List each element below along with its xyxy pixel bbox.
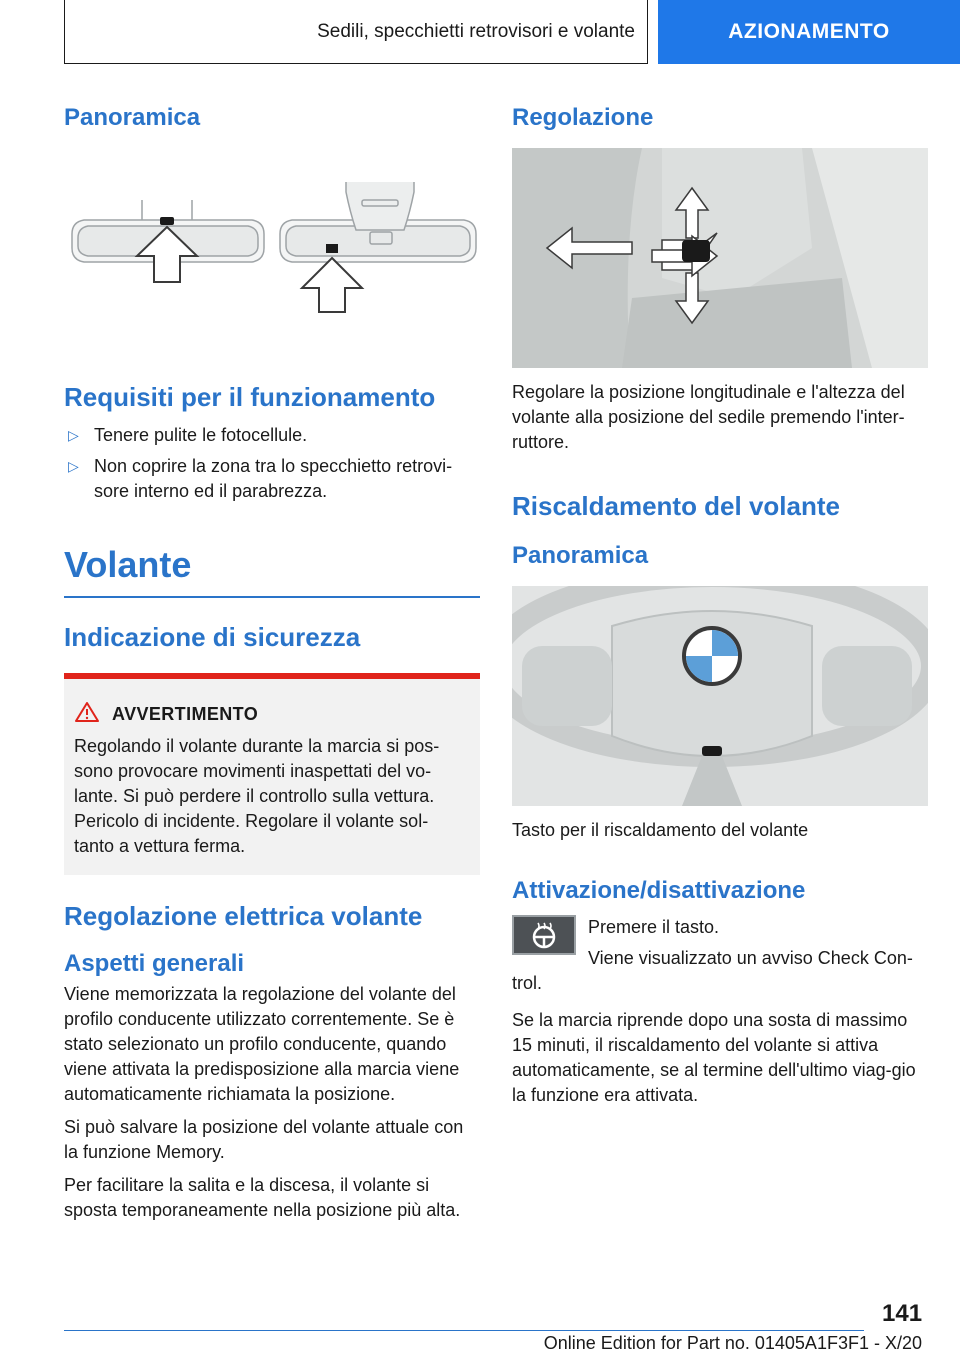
- requirements-list: [64, 423, 480, 504]
- paragraph: Viene memorizzata la regolazione del volante del profilo conducente utilizzato correntemente. Se è stato selezionato un profilo conducente, quando viene attivata la predisposizione alla marcia viene automaticamente richiamata la posizione.: [64, 984, 460, 1104]
- triangle-right-icon: ▷: [68, 458, 79, 474]
- right-column: [512, 96, 928, 1108]
- paragraph-visualizzato: Viene visualizzato un avviso Check Con-trol.: [512, 948, 913, 993]
- triangle-right-icon: ▷: [68, 427, 79, 443]
- page-number: 141: [882, 1300, 923, 1327]
- heated-steering-wheel-icon: [512, 915, 576, 955]
- heading-volante: Volante: [64, 544, 192, 585]
- warning-text: Regolando il volante durante la marcia si pos-sono provocare movimenti inaspettati del vo-lante. Si può perdere il controllo sulla vettura. Pericolo di incidente. Regolare il volante sol-tanto a vettura ferma.: [74, 736, 440, 856]
- heading-attivazione: Attivazione/disattivazione: [512, 877, 806, 904]
- mirror-illustration: [64, 182, 480, 332]
- heading-panoramica: Panoramica: [64, 104, 201, 131]
- section-title: Sedili, specchietti retrovisori e volante: [317, 20, 635, 42]
- paragraph-premere: Premere il tasto.: [588, 917, 720, 937]
- paragraph-regolazione: Regolare la posizione longitudinale e l'altezza del volante alla posizione del sedile premendo l'inter-ruttore.: [512, 382, 905, 452]
- warning-triangle-icon: [74, 701, 100, 728]
- caption-riscaldamento: Tasto per il riscaldamento del volante: [512, 820, 809, 840]
- heading-panoramica-riscaldamento: Panoramica: [512, 542, 649, 569]
- heading-requisiti: Requisiti per il funzionamento: [64, 382, 436, 412]
- warning-box: [64, 673, 480, 875]
- steering-column-adjust-image: [512, 148, 928, 368]
- steering-wheel-image: [512, 586, 928, 806]
- footer-rule: [64, 1330, 864, 1331]
- list-item: ▷ Tenere pulite le fotocellule.: [64, 423, 480, 448]
- running-header-section: [64, 0, 648, 64]
- heading-regolazione: Regolazione: [512, 104, 654, 131]
- footer-edition: Online Edition for Part no. 01405A1F3F1 - X/20: [543, 1333, 922, 1353]
- section-rule: [64, 596, 480, 598]
- paragraph: Si può salvare la posizione del volante attuale con la funzione Memory.: [64, 1117, 464, 1162]
- left-column: [64, 96, 480, 1223]
- paragraph: Per facilitare la salita e la discesa, il volante si sposta temporaneamente nella posizione più alta.: [64, 1175, 461, 1220]
- heading-indicazione: Indicazione di sicurezza: [64, 622, 361, 652]
- chapter-title: AZIONAMENTO: [728, 20, 890, 43]
- heading-aspetti-generali: Aspetti generali: [64, 950, 245, 977]
- warning-title: AVVERTIMENTO: [112, 704, 259, 724]
- heading-riscaldamento: Riscaldamento del volante: [512, 491, 840, 521]
- heading-regolazione-elettrica: Regolazione elettrica volante: [64, 901, 423, 931]
- paragraph-marcia: Se la marcia riprende dopo una sosta di massimo 15 minuti, il riscaldamento del volante si attiva automaticamente, se al termine dell'ultimo viag-gio la funzione era attivata.: [512, 1010, 916, 1105]
- running-header-chapter: [658, 0, 960, 64]
- list-item: ▷ Non coprire la zona tra lo specchietto retrovi-sore interno ed il parabrezza.: [68, 456, 453, 501]
- activation-block: [512, 915, 928, 996]
